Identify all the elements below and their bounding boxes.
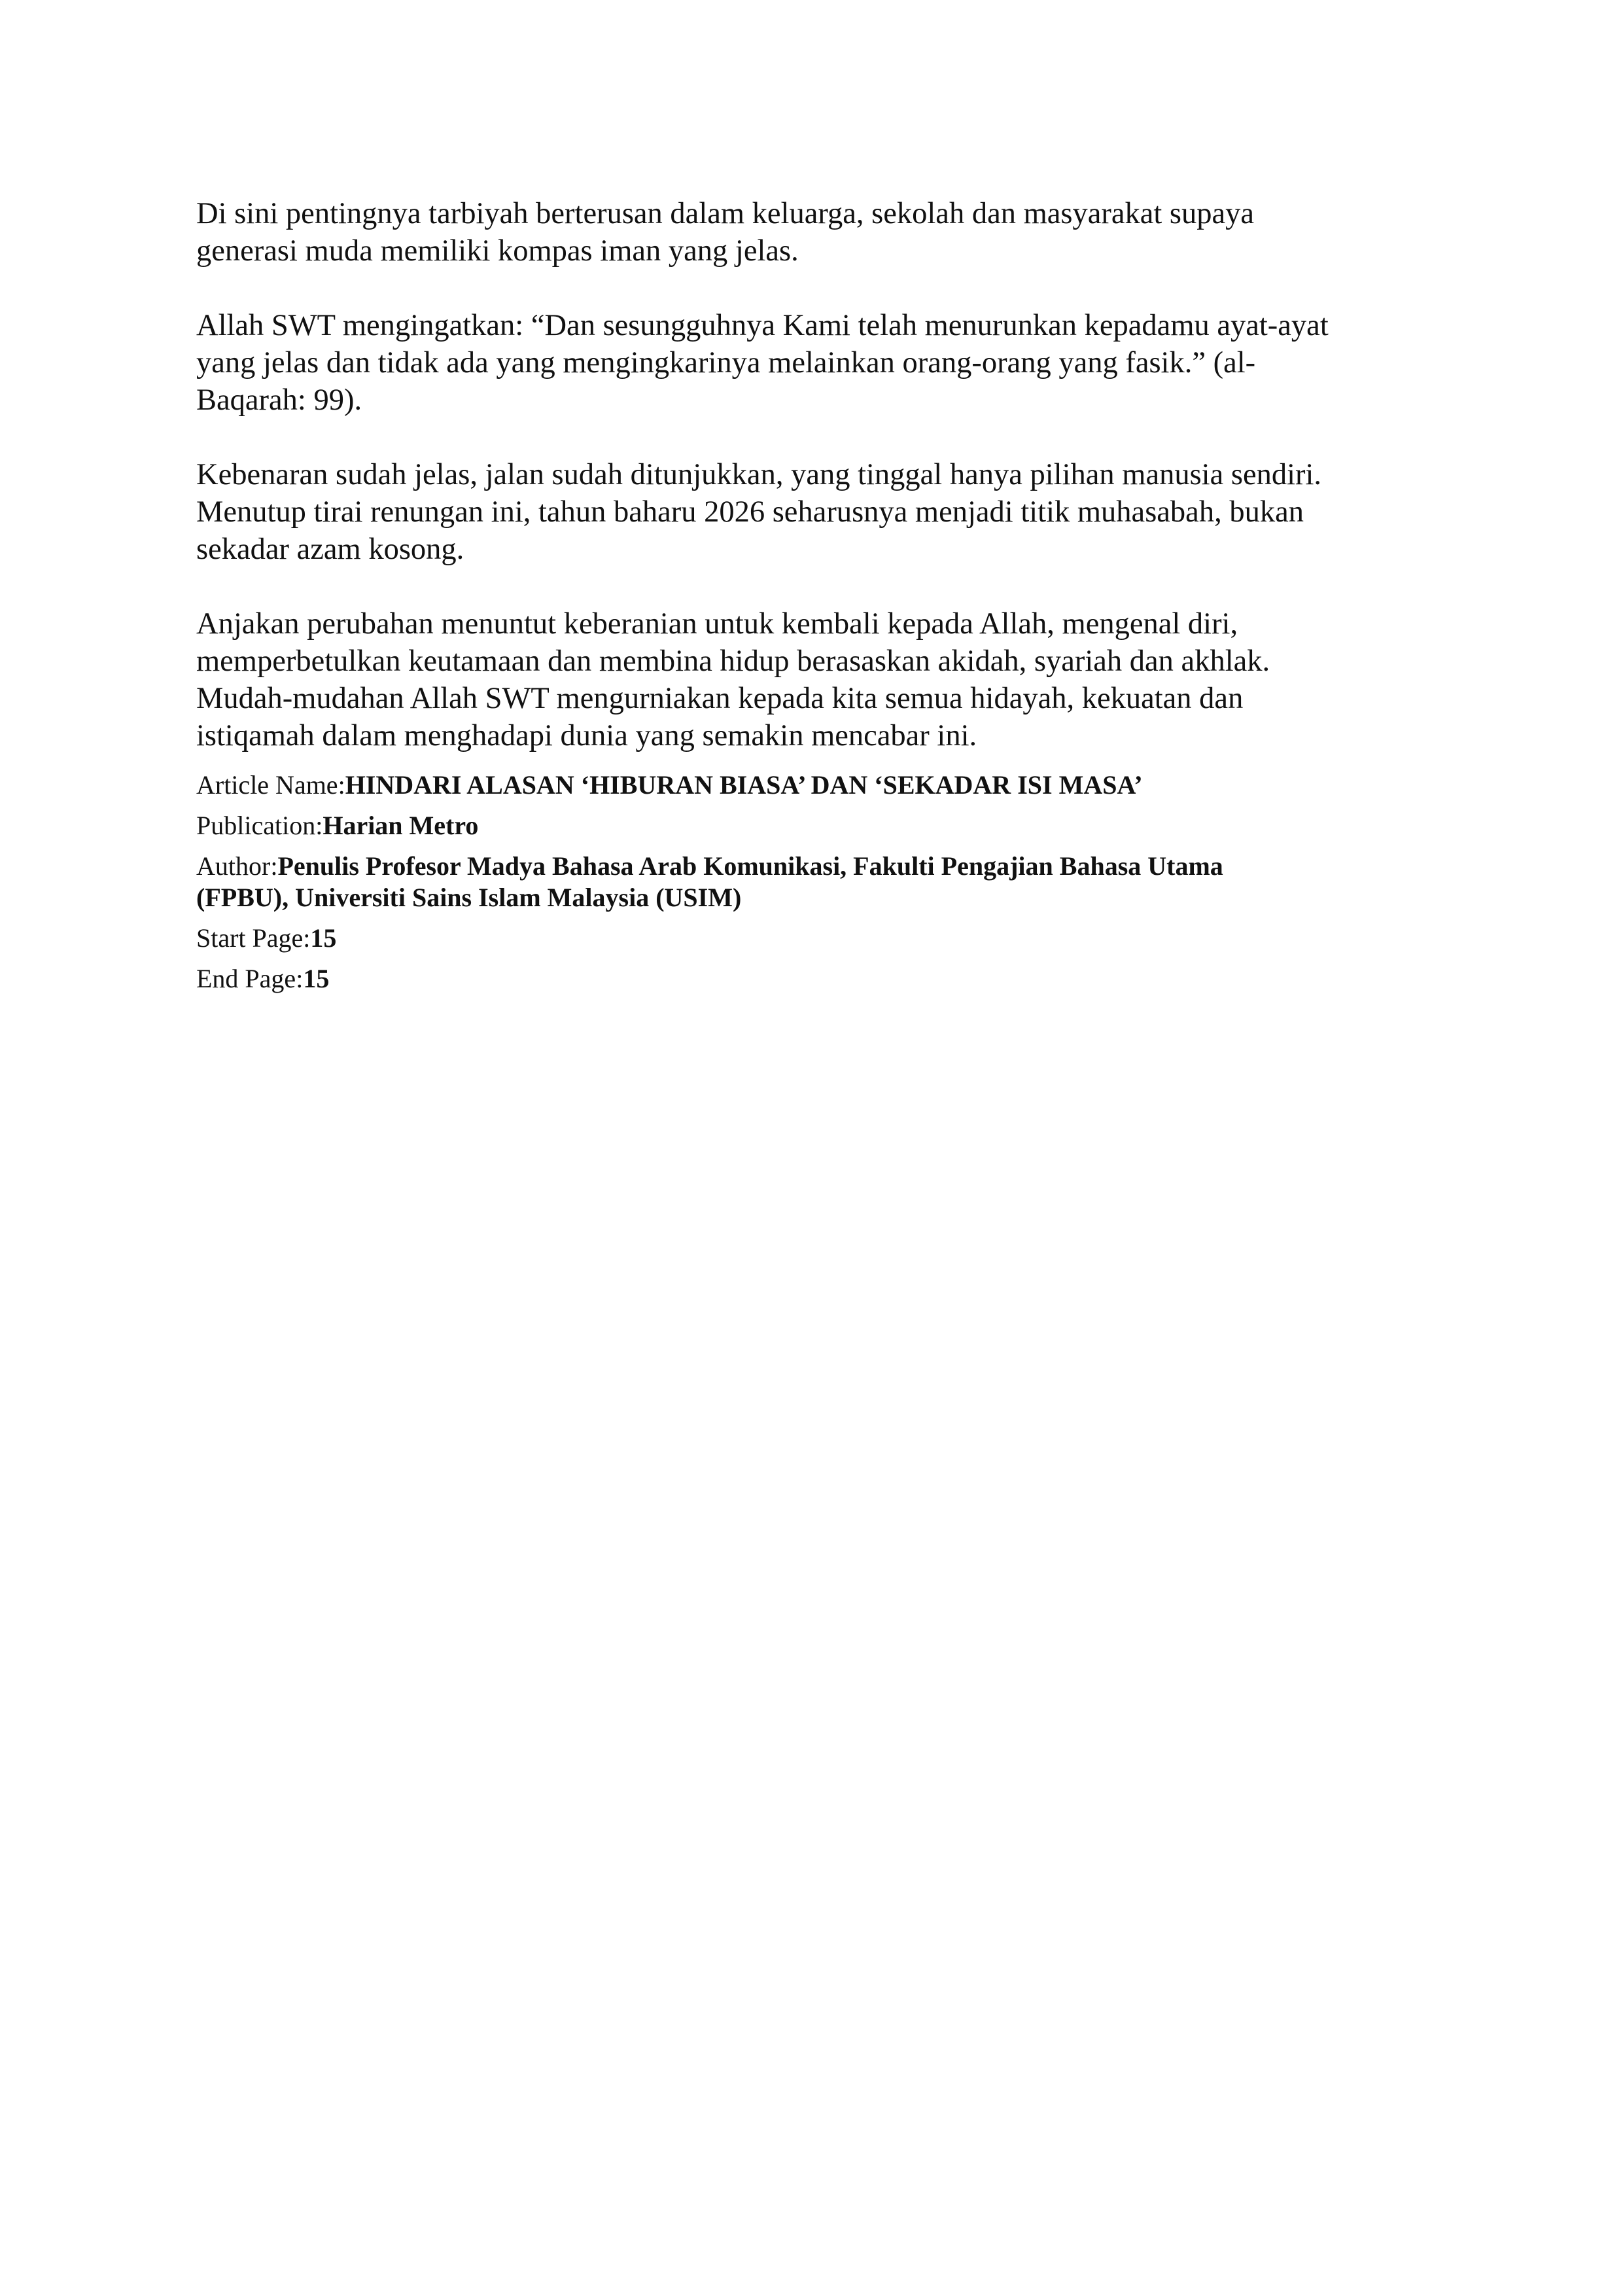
paragraph-line: Mudah-mudahan Allah SWT mengurniakan kepada kita semua hidayah, kekuatan dan [196,682,1244,715]
paragraph-line: Menutup tirai renungan ini, tahun baharu 2026 seharusnya menjadi titik muhasabah, bukan [196,495,1304,529]
paragraph-line: istiqamah dalam menghadapi dunia yang semakin mencabar ini. [196,719,977,752]
end-page-row [196,963,1439,995]
paragraph-line: Anjakan perubahan menuntut keberanian untuk kembali kepada Allah, mengenal diri, [196,607,1238,641]
end-page-value: 15 [303,964,330,993]
author-row [196,851,1439,913]
paragraph-line: generasi muda memiliki kompas iman yang jelas. [196,234,799,268]
article-name-row [196,769,1439,801]
paragraph-line: yang jelas dan tidak ada yang mengingkarinya melainkan orang-orang yang fasik.” (al- [196,346,1256,380]
author-value-line2: (FPBU), Universiti Sains Islam Malaysia (USIM) [196,883,742,912]
author-value-line1: Penulis Profesor Madya Bahasa Arab Komunikasi, Fakulti Pengajian Bahasa Utama [277,851,1223,881]
publication-row [196,810,1439,841]
article-name-value: HINDARI ALASAN ‘HIBURAN BIASA’ DAN ‘SEKADAR ISI MASA’ [345,770,1143,800]
start-page-row [196,923,1439,954]
paragraph-line: Di sini pentingnya tarbiyah berterusan dalam keluarga, sekolah dan masyarakat supaya [196,197,1255,230]
paragraph-line: sekadar azam kosong. [196,533,464,566]
body-paragraph [196,605,1439,754]
end-page-label: End Page: [196,964,304,993]
paragraph-line: memperbetulkan keutamaan dan membina hidup berasaskan akidah, syariah dan akhlak. [196,645,1270,678]
document-content [196,195,1439,1004]
publication-label: Publication: [196,811,323,840]
article-metadata [196,769,1439,995]
article-name-label: Article Name: [196,770,345,800]
body-paragraph [196,456,1439,568]
body-paragraph [196,195,1439,270]
start-page-label: Start Page: [196,923,311,953]
paragraph-line: Kebenaran sudah jelas, jalan sudah ditunjukkan, yang tinggal hanya pilihan manusia sendiri. [196,458,1322,491]
paragraph-line: Baqarah: 99). [196,383,362,417]
start-page-value: 15 [310,923,337,953]
author-label: Author: [196,851,278,881]
publication-value: Harian Metro [323,811,479,840]
body-paragraph [196,307,1439,419]
paragraph-line: Allah SWT mengingatkan: “Dan sesungguhnya Kami telah menurunkan kepadamu ayat-ayat [196,309,1329,342]
